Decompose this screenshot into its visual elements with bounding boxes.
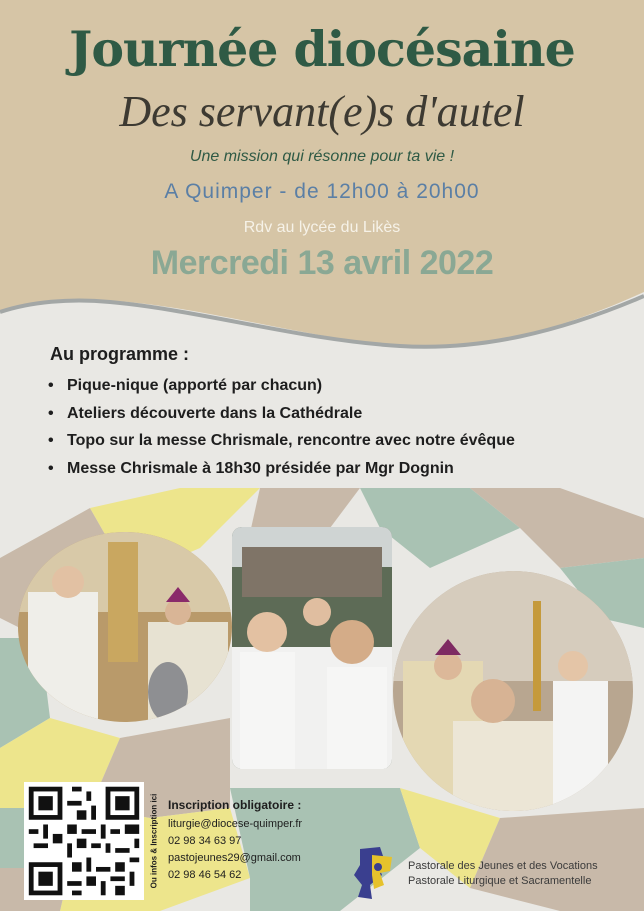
phone-number[interactable]: 02 98 34 63 97 xyxy=(168,835,242,847)
qr-code[interactable] xyxy=(24,782,144,900)
program-item-text: Pique-nique (apporté par chacun) xyxy=(67,377,323,394)
tagline: Une mission qui résonne pour ta vie ! xyxy=(189,148,455,165)
event-venue: Rdv au lycée du Likès xyxy=(243,219,401,236)
bullet: • xyxy=(48,377,54,394)
program-item-text: Ateliers découverte dans la Cathédrale xyxy=(67,404,363,422)
program-item xyxy=(48,400,515,428)
program-title: Au programme : xyxy=(50,344,190,364)
program-item-text: Messe Chrismale à 18h30 présidée par Mgr Dognin xyxy=(67,459,454,477)
page-subtitle: Des servant(e)s d'autel xyxy=(119,87,525,136)
diocese-logo-icon xyxy=(350,845,400,901)
photo-altar-servers xyxy=(232,527,392,769)
qr-caption xyxy=(146,782,162,900)
email-link[interactable]: pastojeunes29@gmail.com xyxy=(168,852,301,864)
organization-line: Pastorale Liturgique et Sacramentelle xyxy=(408,875,592,887)
photo-bishop-altar xyxy=(18,532,232,722)
registration-heading: Inscription obligatoire : xyxy=(168,798,302,812)
bullet: • xyxy=(48,459,54,477)
program-item xyxy=(48,427,515,455)
email-link[interactable]: liturgie@diocese-quimper.fr xyxy=(168,818,303,830)
qr-caption-text: Ou infos & Inscription ici xyxy=(149,793,159,889)
organization-names xyxy=(408,859,598,889)
contact-block xyxy=(168,798,302,884)
event-date: Mercredi 13 avril 2022 xyxy=(150,244,494,282)
program-item xyxy=(48,372,515,400)
bullet: • xyxy=(48,432,54,449)
phone-number[interactable]: 02 98 46 54 62 xyxy=(168,869,242,881)
photo-ceremony xyxy=(393,571,633,811)
program-list xyxy=(48,372,515,482)
organization-line: Pastorale des Jeunes et des Vocations xyxy=(408,860,598,872)
qr-code-icon xyxy=(24,782,144,900)
program-item xyxy=(48,455,515,483)
page-title: Journée diocésaine xyxy=(69,20,575,78)
bullet: • xyxy=(48,404,54,422)
event-time: A Quimper - de 12h00 à 20h00 xyxy=(164,180,480,203)
program-item-text: Topo sur la messe Chrismale, rencontre avec notre évêque xyxy=(67,432,515,449)
